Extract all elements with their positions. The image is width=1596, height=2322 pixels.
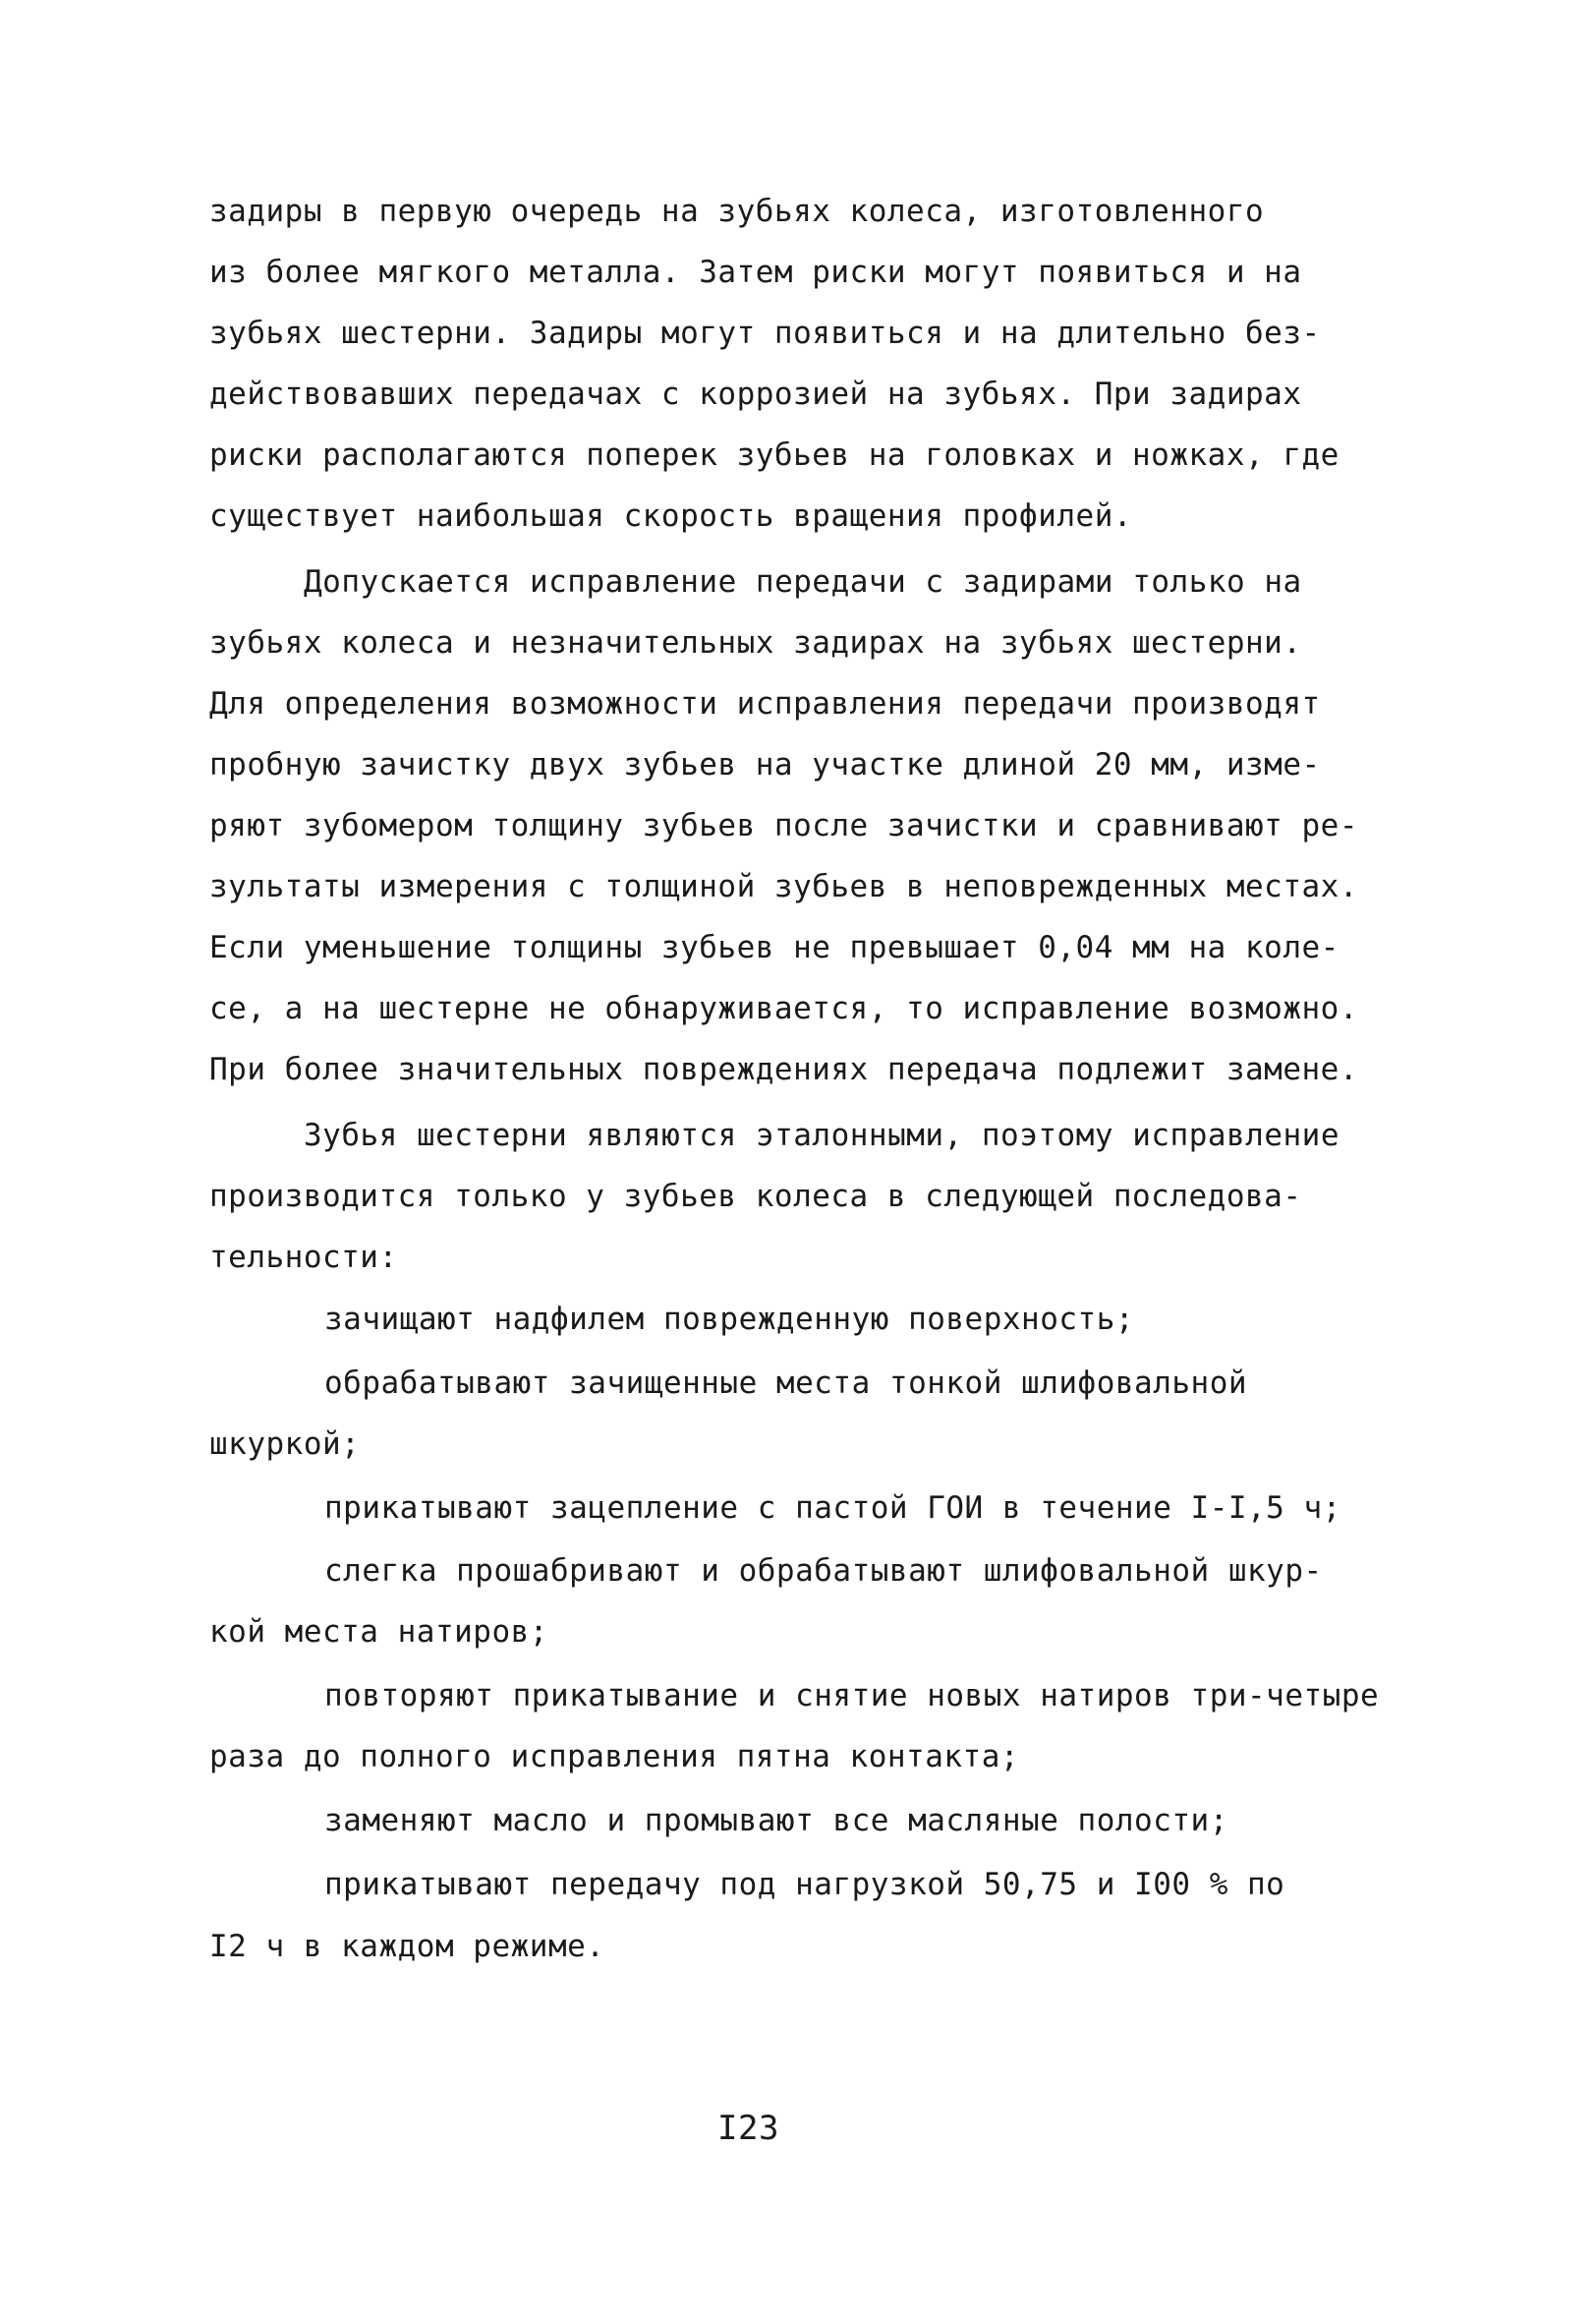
list-item-line: повторяют прикатывание и снятие новых натиров три-четыре <box>324 1678 1380 1713</box>
list-item-line: I2 ч в каждом режиме. <box>209 1929 605 1964</box>
list-item-line: обрабатывают зачищенные места тонкой шлифовальной <box>324 1365 1248 1401</box>
text-line: При более значительных повреждениях передача подлежит замене. <box>209 1052 1358 1087</box>
page-number: I23 <box>717 2109 779 2148</box>
list-item-line: кой места натиров; <box>209 1614 548 1650</box>
text-line: Зубья шестерни являются эталонными, поэтому исправление <box>304 1118 1340 1153</box>
text-line: ряют зубомером толщину зубьев после зачистки и сравнивают ре- <box>209 808 1358 843</box>
text-line: Допускается исправление передачи с задирами только на <box>304 564 1302 600</box>
text-line: пробную зачистку двух зубьев на участке длиной 20 мм, изме- <box>209 747 1321 783</box>
text-line: зубьях колеса и незначительных задирах на зубьях шестерни. <box>209 625 1302 661</box>
text-line: из более мягкого металла. Затем риски могут появиться и на <box>209 255 1302 290</box>
list-item-line: прикатывают передачу под нагрузкой 50,75 и I00 % по <box>324 1867 1285 1902</box>
text-line: Для определения возможности исправления передачи производят <box>209 686 1321 722</box>
list-item-line: прикатывают зацепление с пастой ГОИ в течение I-I,5 ч; <box>324 1490 1341 1526</box>
text-line: действовавших передачах с коррозией на зубьях. При задирах <box>209 377 1302 412</box>
text-line: се, а на шестерне не обнаруживается, то исправление возможно. <box>209 991 1358 1026</box>
list-item-line: зачищают надфилем поврежденную поверхность; <box>324 1302 1135 1337</box>
text-line: задиры в первую очередь на зубьях колеса, изготовленного <box>209 194 1265 229</box>
text-line: существует наибольшая скорость вращения профилей. <box>209 498 1133 534</box>
list-item-line: слегка прошабривают и обрабатывают шлифовальной шкур- <box>324 1553 1323 1589</box>
text-line: зубьях шестерни. Задиры могут появиться и на длительно без- <box>209 316 1321 351</box>
text-line: риски располагаются поперек зубьев на головках и ножках, где <box>209 437 1340 473</box>
list-item-line: раза до полного исправления пятна контакта; <box>209 1739 1020 1774</box>
text-line: Если уменьшение толщины зубьев не превышает 0,04 мм на коле- <box>209 930 1340 965</box>
text-line: зультаты измерения с толщиной зубьев в неповрежденных местах. <box>209 869 1358 904</box>
list-item-line: шкуркой; <box>209 1426 361 1462</box>
text-line: производится только у зубьев колеса в следующей последова- <box>209 1179 1302 1214</box>
list-item-line: заменяют масло и промывают все масляные полости; <box>324 1803 1228 1838</box>
text-line: тельности: <box>209 1240 398 1275</box>
